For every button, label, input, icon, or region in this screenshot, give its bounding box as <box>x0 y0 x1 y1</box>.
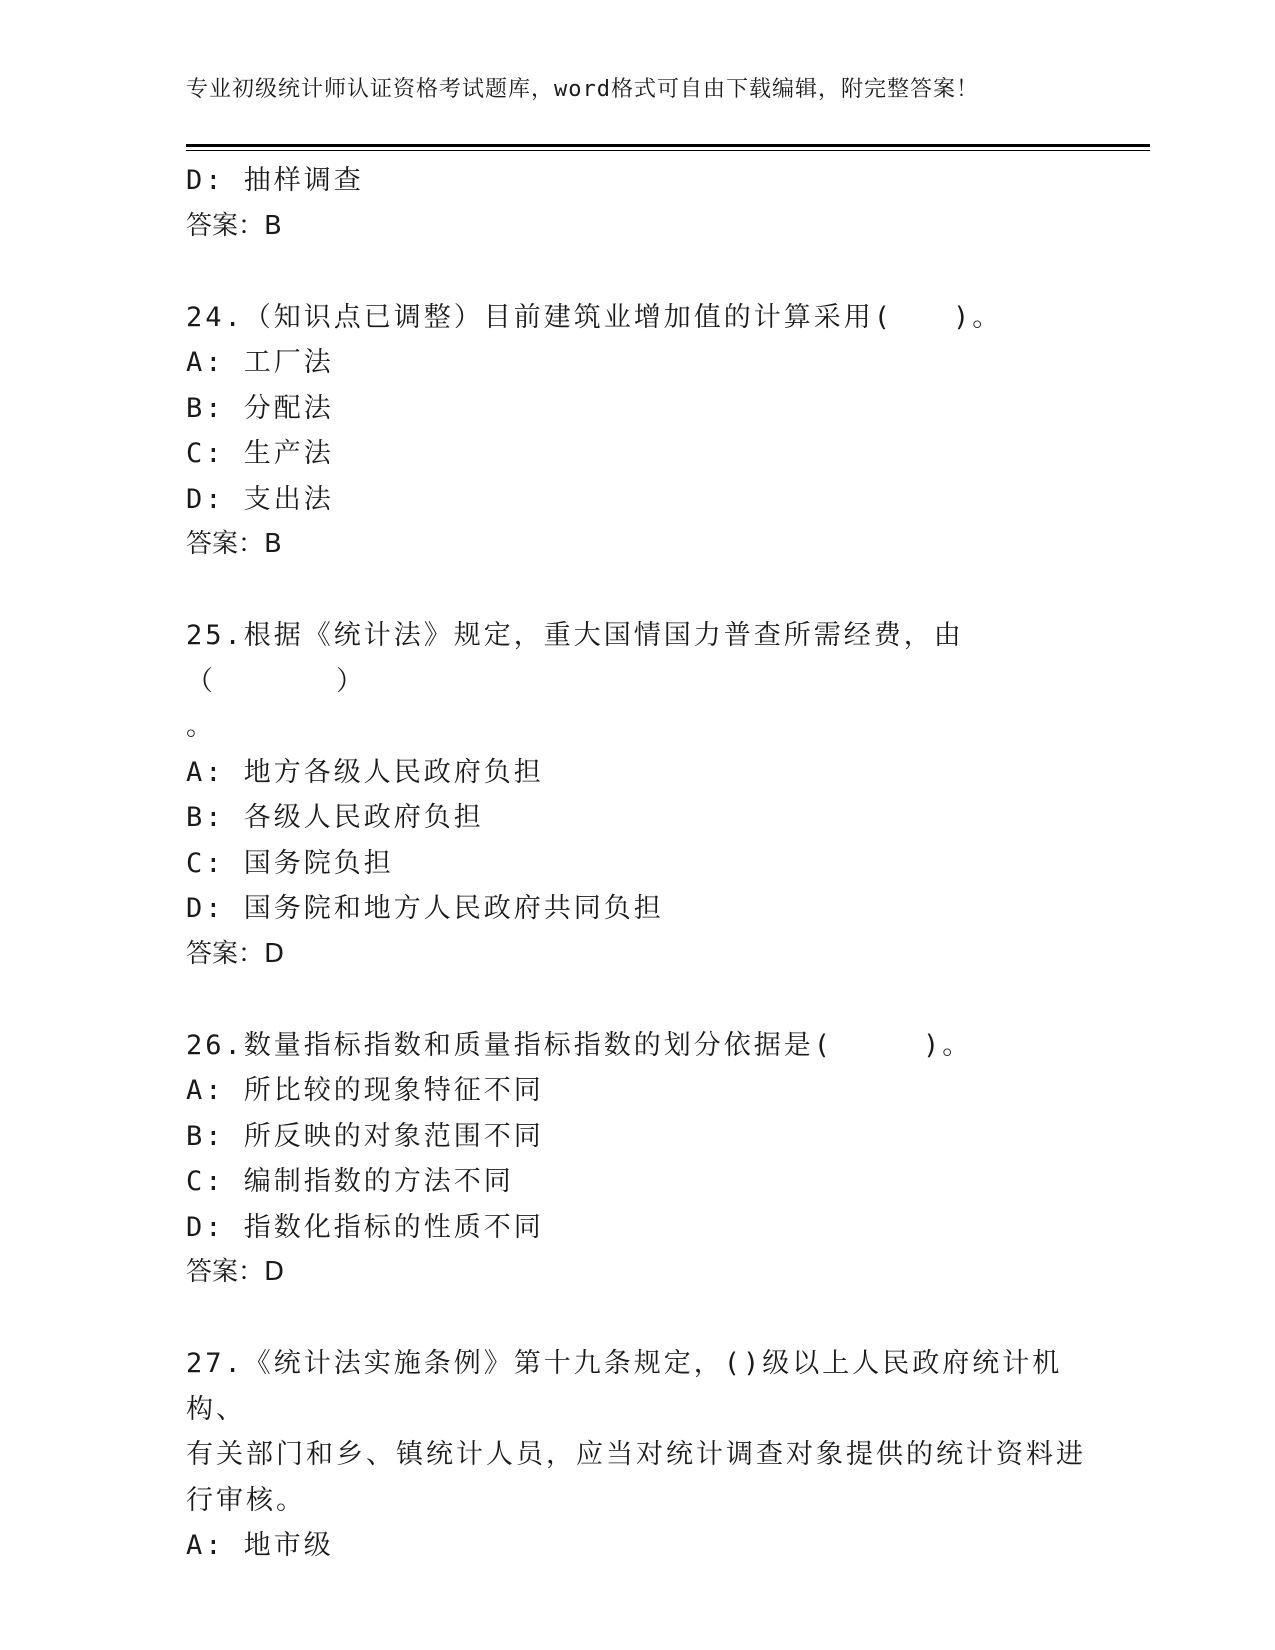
answer-line: 答案：B <box>186 529 282 559</box>
answer-line: 答案：B <box>186 210 282 241</box>
option-line: B: 各级人民政府负担 <box>186 802 484 833</box>
question-list <box>186 158 1086 1569</box>
header-rule-thin <box>186 150 1150 151</box>
option-line: A: 所比较的现象特征不同 <box>186 1075 544 1106</box>
page-header: 专业初级统计师认证资格考试题库，word格式可自由下载编辑，附完整答案！ <box>186 77 979 102</box>
option-line: B: 分配法 <box>186 392 334 424</box>
question-text: 25.根据《统计法》规定，重大国情国力普查所需经费，由（ ） <box>186 620 964 697</box>
option-line: A: 工厂法 <box>186 347 334 378</box>
option-line: C: 编制指数的方法不同 <box>186 1166 514 1197</box>
question-text: 行审核。 <box>186 1484 306 1516</box>
option-line: B: 所反映的对象范围不同 <box>186 1120 544 1152</box>
question-text: 27.《统计法实施条例》第十九条规定，()级以上人民政府统计机构、 <box>186 1348 1063 1425</box>
spacer <box>186 1296 1086 1342</box>
header-rule-thick <box>186 144 1150 147</box>
option-line: D: 抽样调查 <box>186 165 364 196</box>
option-line: C: 国务院负担 <box>186 847 394 879</box>
question-text: 26.数量指标指数和质量指标指数的划分依据是( )。 <box>186 1029 973 1061</box>
spacer <box>186 977 1086 1023</box>
option-line: D: 支出法 <box>186 483 334 515</box>
spacer <box>186 568 1086 614</box>
option-line: A: 地方各级人民政府负担 <box>186 756 544 788</box>
spacer <box>186 249 1086 295</box>
option-line: D: 指数化指标的性质不同 <box>186 1211 544 1243</box>
question-text: 。 <box>186 711 216 742</box>
option-line: A: 地市级 <box>186 1530 334 1561</box>
question-text: 24.（知识点已调整）目前建筑业增加值的计算采用( )。 <box>186 301 1003 333</box>
option-line: D: 国务院和地方人民政府共同负担 <box>186 893 664 924</box>
question-text: 有关部门和乡、镇统计人员，应当对统计调查对象提供的统计资料进 <box>186 1439 1086 1470</box>
answer-line: 答案：D <box>186 1257 285 1287</box>
answer-line: 答案：D <box>186 938 285 969</box>
option-line: C: 生产法 <box>186 438 334 469</box>
